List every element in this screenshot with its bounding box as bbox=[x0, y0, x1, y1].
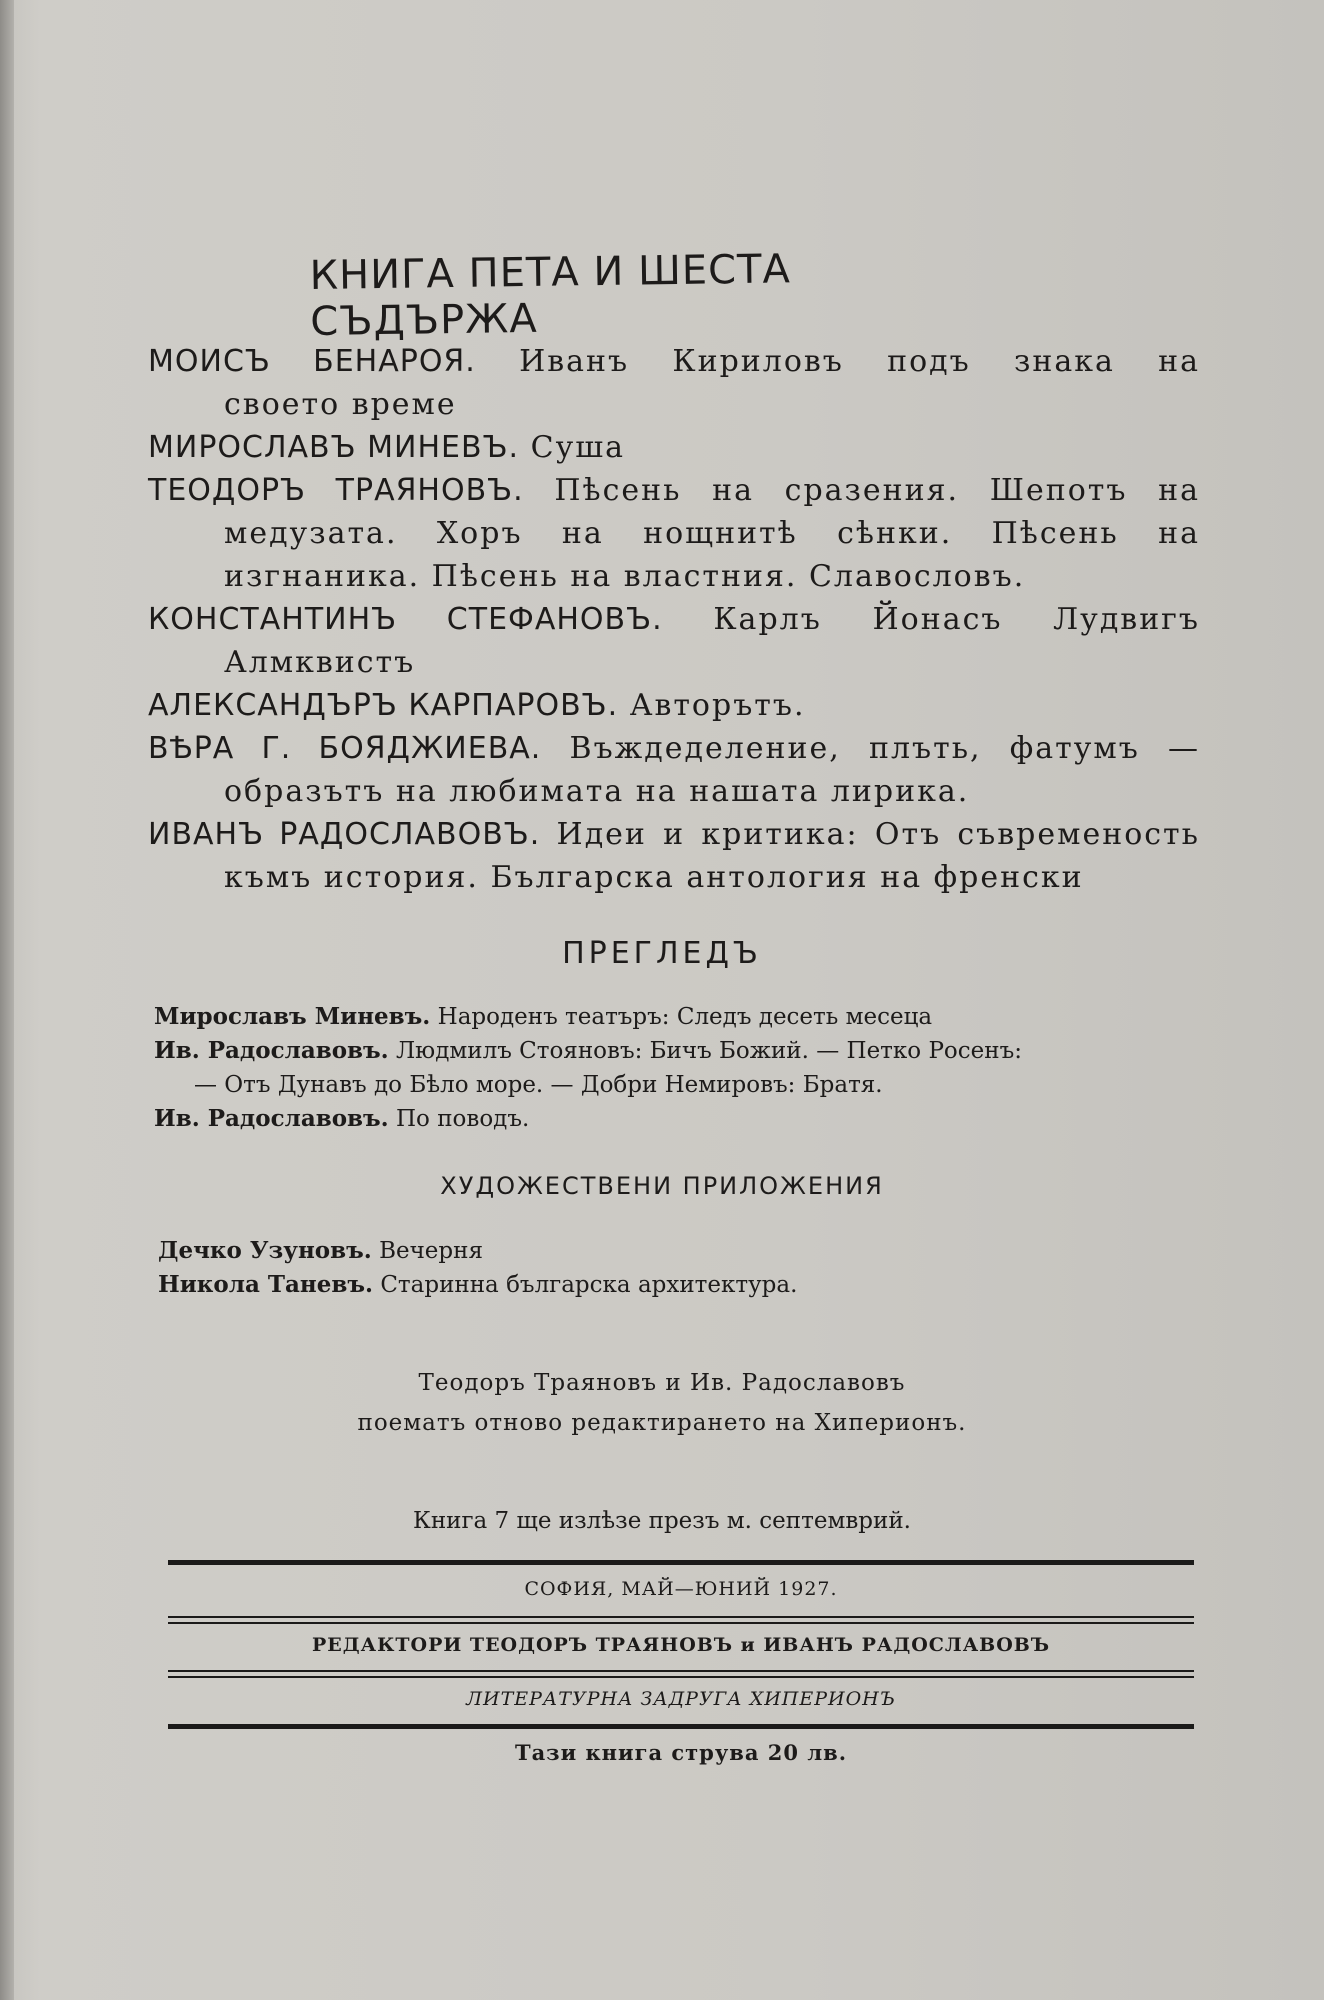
review-list bbox=[154, 1000, 1214, 1136]
entry-author: МИРОСЛАВЪ МИНЕВЪ. bbox=[148, 430, 520, 465]
entry-title-cont: къмъ история. Българска антология на френски bbox=[224, 860, 1084, 895]
entry-author: ТЕОДОРЪ ТРАЯНОВЪ. bbox=[148, 473, 524, 508]
contents-list bbox=[148, 340, 1200, 899]
review-text-cont: — Отъ Дунавъ до Бѣло море. — Добри Немировъ: Братя. bbox=[194, 1072, 883, 1098]
entry-author: МОИСЪ БЕНАРОЯ. bbox=[148, 344, 476, 379]
divider-rule bbox=[168, 1560, 1194, 1565]
divider-rule bbox=[168, 1670, 1194, 1672]
entry-author: КОНСТАНТИНЪ СТЕФАНОВЪ. bbox=[148, 602, 663, 637]
review-text: Народенъ театъръ: Следъ десеть месеца bbox=[437, 1004, 933, 1030]
art-item bbox=[158, 1234, 1058, 1268]
entry-title: Авторътъ. bbox=[629, 688, 806, 723]
imprint-editors: РЕДАКТОРИ ТЕОДОРЪ ТРАЯНОВЪ и ИВАНЪ РАДОСЛАВОВЪ bbox=[311, 1634, 1051, 1656]
imprint-publisher: ЛИТЕРАТУРНА ЗАДРУГА ХИПЕРИОНЪ bbox=[466, 1688, 896, 1710]
entry-author: ИВАНЪ РАДОСЛАВОВЪ. bbox=[148, 817, 541, 852]
entry-title-cont: изгнаника. Пѣсень на властния. Славословъ. bbox=[224, 559, 1026, 594]
review-item bbox=[154, 1034, 1214, 1102]
review-heading: ПРЕГЛЕДЪ bbox=[562, 936, 762, 971]
art-text: Старинна българска архитектура. bbox=[380, 1272, 798, 1298]
imprint-place-date: СОФИЯ, МАЙ—ЮНИЙ 1927. bbox=[524, 1578, 838, 1600]
contents-title: КНИГА ПЕТА И ШЕСТА СЪДЪРЖА bbox=[309, 246, 792, 346]
divider-rule bbox=[168, 1724, 1194, 1729]
editors-note-line2: поематъ отново редактирането на Хиперионъ. bbox=[357, 1410, 967, 1436]
contents-entry bbox=[148, 426, 1200, 469]
entry-title: Суша bbox=[530, 430, 626, 465]
entry-title: Идеи и критика: Отъ съвременость bbox=[556, 817, 1200, 852]
review-text: По поводъ. bbox=[395, 1106, 530, 1132]
review-item bbox=[154, 1102, 1214, 1136]
review-author: Мирославъ Миневъ. bbox=[154, 1003, 431, 1030]
art-list bbox=[158, 1234, 1058, 1302]
review-author: Ив. Радославовъ. bbox=[154, 1105, 389, 1132]
divider-rule bbox=[168, 1616, 1194, 1618]
art-author: Дечко Узуновъ. bbox=[158, 1237, 372, 1264]
divider-rule bbox=[168, 1622, 1194, 1624]
entry-author: ВѢРА Г. БОЯДЖИЕВА. bbox=[148, 731, 542, 766]
review-item bbox=[154, 1000, 1214, 1034]
divider-rule bbox=[168, 1676, 1194, 1678]
contents-entry bbox=[148, 813, 1200, 899]
entry-title-cont: медузата. Хоръ на нощнитѣ сѣнки. Пѣсень на bbox=[224, 516, 1200, 551]
entry-title-cont: Алмквистъ bbox=[224, 645, 416, 680]
entry-title: Въждеделение, плъть, фатумъ — bbox=[569, 731, 1200, 766]
art-author: Никола Таневъ. bbox=[158, 1271, 373, 1298]
contents-entry bbox=[148, 684, 1200, 727]
art-text: Вечерня bbox=[379, 1238, 483, 1264]
art-item bbox=[158, 1268, 1058, 1302]
contents-entry bbox=[148, 727, 1200, 813]
contents-entry bbox=[148, 598, 1200, 684]
contents-entry bbox=[148, 340, 1200, 426]
contents-entry bbox=[148, 469, 1200, 598]
entry-title-cont: образътъ на любимата на нашата лирика. bbox=[224, 774, 970, 809]
art-heading: ХУДОЖЕСТВЕНИ ПРИЛОЖЕНИЯ bbox=[440, 1172, 884, 1200]
entry-title: Иванъ Кириловъ подъ знака на bbox=[519, 344, 1201, 379]
review-author: Ив. Радославовъ. bbox=[154, 1037, 389, 1064]
imprint-price: Тази книга струва 20 лв. bbox=[514, 1740, 848, 1765]
entry-title: Карлъ Йонасъ Лудвигъ bbox=[713, 602, 1200, 637]
entry-title-cont: своето време bbox=[224, 387, 457, 422]
review-text: Людмилъ Стояновъ: Бичъ Божий. — Петко Росенъ: bbox=[395, 1038, 1022, 1064]
entry-title: Пѣсень на сразения. Шепотъ на bbox=[554, 473, 1200, 508]
editors-note-line1: Теодоръ Траяновъ и Ив. Радославовъ bbox=[418, 1370, 906, 1396]
entry-author: АЛЕКСАНДЪРЪ КАРПАРОВЪ. bbox=[148, 688, 619, 723]
next-issue-note: Книга 7 ще излѣзе презъ м. септемврий. bbox=[413, 1508, 911, 1534]
